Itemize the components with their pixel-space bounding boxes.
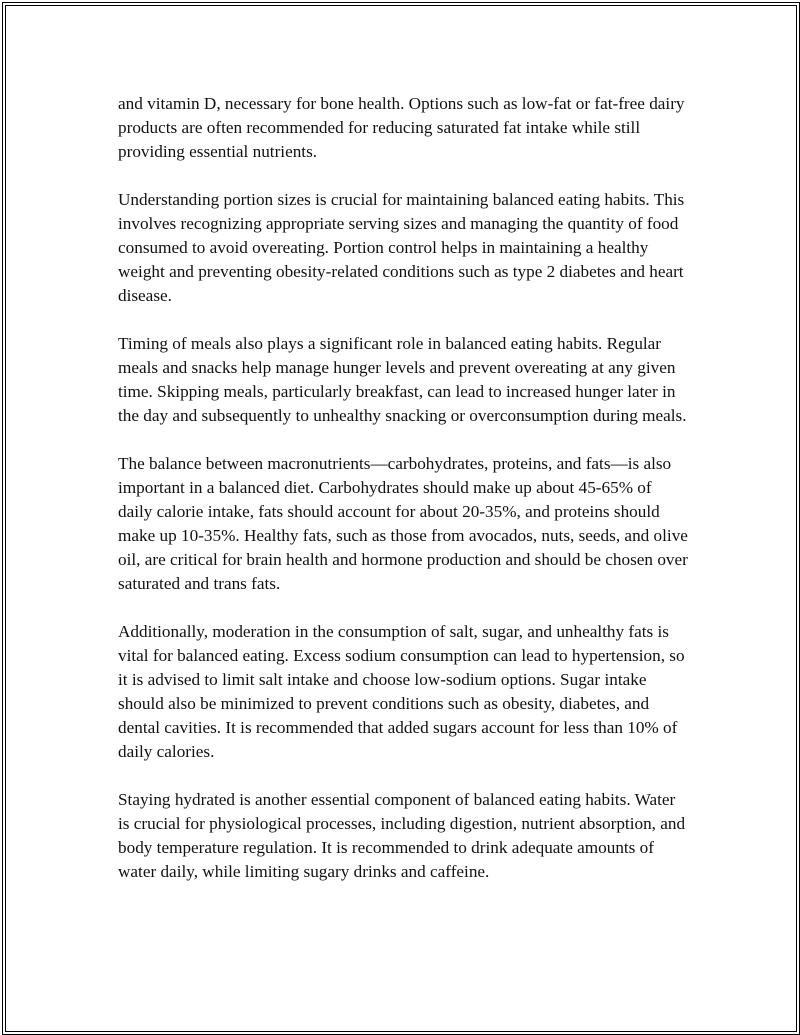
paragraph-dairy: and vitamin D, necessary for bone health. Options such as low-fat or fat-free dairy products are often recommended for reducing saturated fat intake while still providing essential nutrients. — [118, 94, 685, 161]
document-body — [118, 92, 688, 908]
paragraph-macronutrients: The balance between macronutrients—carbohydrates, proteins, and fats—is also important in a balanced diet. Carbohydrates should make up about 45-65% of daily calorie intake, fats should account for about 20-35%, and proteins should make up 10-35%. Healthy fats, such as those from avocados, nuts, seeds, and olive oil, are critical for brain health and hormone production and should be chosen over saturated and trans fats. — [118, 454, 688, 593]
paragraph-meal-timing: Timing of meals also plays a significant role in balanced eating habits. Regular meals and snacks help manage hunger levels and prevent overeating at any given time. Skipping meals, particularly breakfast, can lead to increased hunger later in the day and subsequently to unhealthy snacking or overconsumption during meals. — [118, 334, 687, 425]
paragraph-hydration: Staying hydrated is another essential component of balanced eating habits. Water is crucial for physiological processes, including digestion, nutrient absorption, and body temperature regulation. It is recommended to drink adequate amounts of water daily, while limiting sugary drinks and caffeine. — [118, 790, 686, 881]
paragraph-portion-sizes: Understanding portion sizes is crucial for maintaining balanced eating habits. This involves recognizing appropriate serving sizes and managing the quantity of food consumed to avoid overeating. Portion control helps in maintaining a healthy weight and preventing obesity-related conditions such as type 2 diabetes and heart disease. — [118, 190, 685, 305]
paragraph-moderation: Additionally, moderation in the consumption of salt, sugar, and unhealthy fats is vital for balanced eating. Excess sodium consumption can lead to hypertension, so it is advised to limit salt intake and choose low-sodium options. Sugar intake should also be minimized to prevent conditions such as obesity, diabetes, and dental cavities. It is recommended that added sugars account for less than 10% of daily calories. — [118, 622, 685, 761]
